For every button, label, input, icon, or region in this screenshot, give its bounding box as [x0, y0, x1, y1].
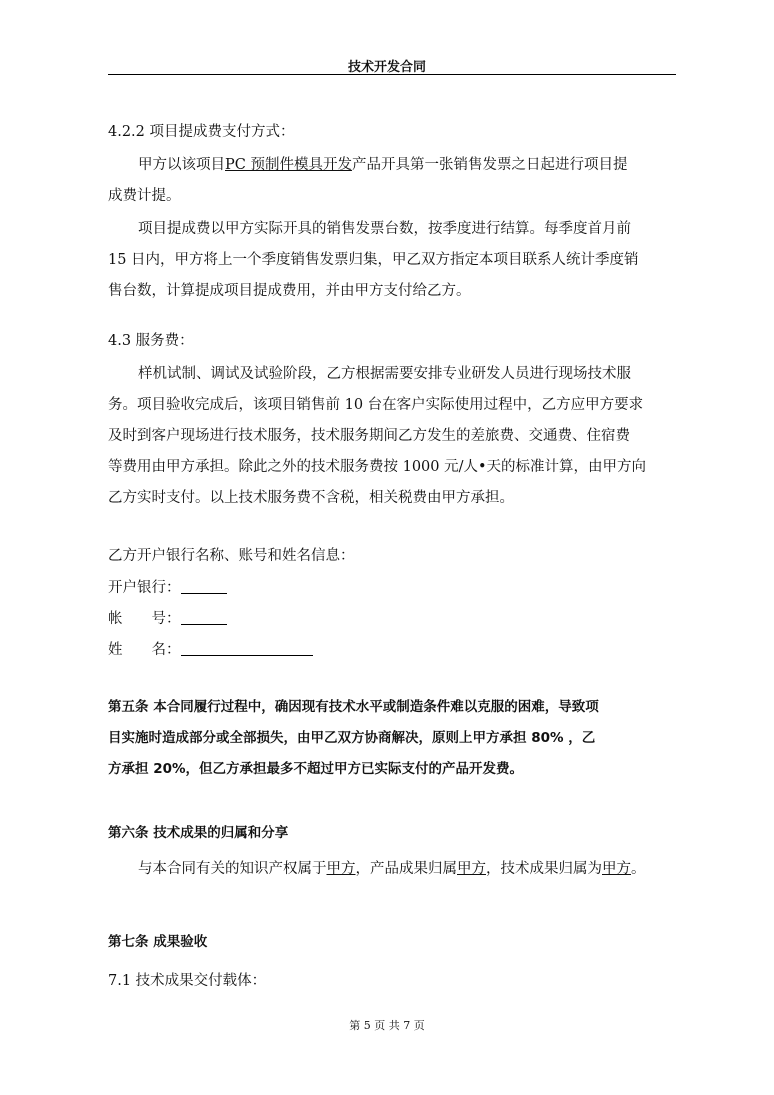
- name-blank: [181, 641, 313, 656]
- section-43-line2: 务。项目验收完成后，该项目销售前 10 台在客户实际使用过程中，乙方应甲方要求: [108, 397, 644, 413]
- party-a-underlined: 甲方: [602, 861, 631, 877]
- article6-heading: 第六条 技术成果的归属和分享: [108, 825, 289, 841]
- text-span: 。: [631, 861, 646, 877]
- party-a-underlined: 甲方: [457, 861, 486, 877]
- section-422-heading: 4.2.2 项目提成费支付方式：: [108, 124, 295, 140]
- article7-sub: 7.1 技术成果交付载体：: [108, 973, 267, 989]
- text-span: 与本合同有关的知识产权属于: [138, 861, 327, 877]
- section-422-p1-line1: [138, 155, 710, 175]
- bank-heading: 乙方开户银行名称、账号和姓名信息：: [108, 548, 355, 564]
- section-43-line4: 等费用由甲方承担。除此之外的技术服务费按 1000 元/人•天的标准计算，由甲方向: [108, 459, 647, 475]
- article5-line3: 方承担 20%，但乙方承担最多不超过甲方已实际支付的产品开发费。: [108, 761, 524, 777]
- name-row: [108, 640, 680, 660]
- section-422-p2-line1: 项目提成费以甲方实际开具的销售发票台数，按季度进行结算。每季度首月前: [138, 221, 631, 237]
- party-a-underlined: 甲方: [326, 861, 356, 877]
- bank-row: [108, 578, 680, 598]
- section-422-p1-line2: 成费计提。: [108, 188, 181, 204]
- text-span: ，技术成果归属为: [486, 861, 602, 877]
- text-span: 产品开具第一张销售发票之日起进行项目提: [351, 157, 628, 173]
- page-footer: 第 5 页 共 7 页: [349, 1019, 425, 1032]
- account-row: [108, 609, 680, 629]
- bank-label: 开户银行：: [108, 580, 181, 596]
- section-422-p2-line3: 售台数，计算提成项目提成费用，并由甲方支付给乙方。: [108, 283, 471, 299]
- account-label: 帐 号：: [108, 611, 181, 627]
- header-rule: [108, 74, 676, 75]
- section-43-line5: 乙方实时支付。以上技术服务费不含税，相关税费由甲方承担。: [108, 490, 514, 506]
- bank-blank: [181, 579, 227, 594]
- text-span: 甲方以该项目: [138, 157, 225, 173]
- section-43-line1: 样机试制、调试及试验阶段，乙方根据需要安排专业研发人员进行现场技术服: [138, 366, 631, 382]
- article7-heading: 第七条 成果验收: [108, 934, 208, 950]
- article6-body: [138, 859, 710, 879]
- name-label: 姓 名：: [108, 642, 181, 658]
- project-name-underlined: PC 预制件模具开发: [225, 157, 352, 173]
- section-422-p2-line2: 15 日内，甲方将上一个季度销售发票归集，甲乙双方指定本项目联系人统计季度销: [108, 252, 639, 268]
- account-blank: [181, 610, 227, 625]
- section-43-line3: 及时到客户现场进行技术服务，技术服务期间乙方发生的差旅费、交通费、住宿费: [108, 428, 630, 444]
- article5-line1: 第五条 本合同履行过程中，确因现有技术水平或制造条件难以克服的困难，导致项: [108, 699, 599, 715]
- header-title: 技术开发合同: [347, 60, 426, 75]
- article5-line2: 目实施时造成部分或全部损失，由甲乙双方协商解决，原则上甲方承担 80% ，乙: [108, 730, 596, 746]
- section-43-heading: 4.3 服务费：: [108, 333, 194, 349]
- text-span: ，产品成果归属: [355, 861, 457, 877]
